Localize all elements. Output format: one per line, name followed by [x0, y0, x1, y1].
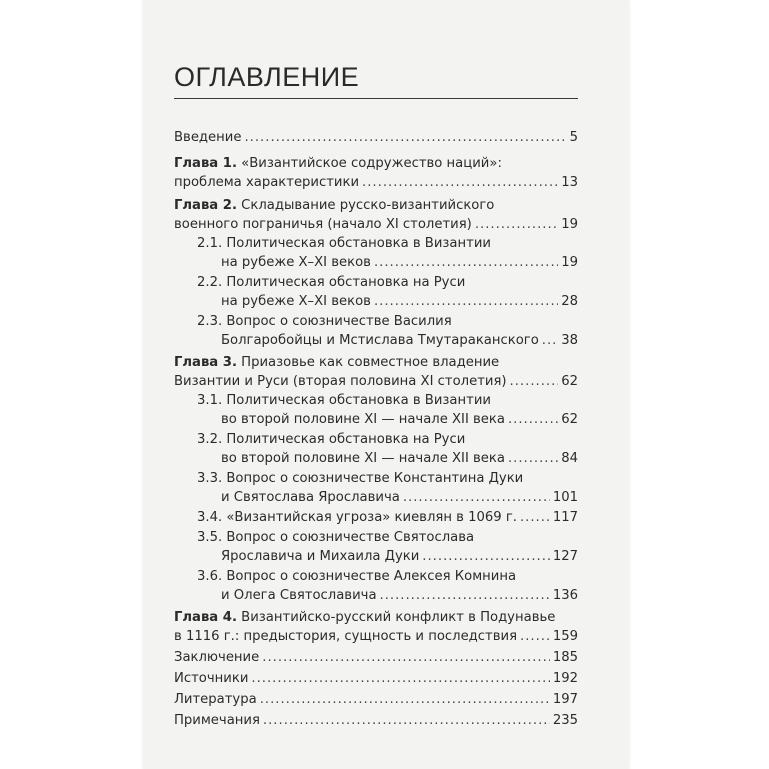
toc-entry-section-3-3[interactable] [197, 469, 578, 488]
leader-dots [244, 128, 566, 147]
toc-entry-section-3-5-cont[interactable] [221, 547, 578, 566]
toc-entry-section-2-3[interactable] [197, 312, 578, 331]
toc-entry-section-3-5[interactable] [197, 528, 578, 547]
toc-page-number: 197 [552, 692, 578, 707]
toc-entry-title: на рубеже X–XI веков [221, 255, 371, 270]
chapter-label: Глава 1. [174, 156, 237, 171]
toc-entry-section-3-2[interactable] [197, 430, 578, 449]
toc-entry-section-3-2-cont[interactable] [221, 449, 578, 468]
toc-entry-chapter-3[interactable] [174, 353, 578, 372]
toc-entry-chapter-4-cont[interactable] [174, 627, 578, 646]
toc-entry-title: Заключение [174, 650, 260, 665]
leader-dots [520, 627, 550, 646]
toc-entry-title: 3.6. Вопрос о союзничестве Алексея Комнина [197, 569, 517, 584]
chapter-label: Глава 2. [174, 198, 237, 213]
toc-entry-title: в 1116 г.: предыстория, сущность и последствия [174, 629, 518, 644]
toc-entry-section-2-2-cont[interactable] [221, 292, 578, 311]
toc-entry-title: Болгаробойцы и Мстислава Тмутараканского [221, 333, 539, 348]
toc-page-number: 192 [552, 671, 578, 686]
toc-entry-section-3-4[interactable] [197, 508, 578, 527]
toc-page-number: 28 [561, 294, 578, 309]
leader-dots [510, 372, 559, 391]
toc-entry-title: Введение [174, 130, 242, 145]
toc-entry-title: на рубеже X–XI веков [221, 294, 371, 309]
toc-page-number: 5 [569, 130, 578, 145]
toc-page-number: 62 [561, 374, 578, 389]
toc-entry-intro[interactable] [174, 128, 578, 147]
toc-entry-chapter-3-cont[interactable] [174, 372, 578, 391]
toc-entry-section-2-2[interactable] [197, 273, 578, 292]
toc-page-number: 13 [561, 175, 578, 190]
leader-dots [422, 547, 550, 566]
toc-entry-chapter-1[interactable] [174, 154, 578, 173]
toc-page-number: 19 [561, 255, 578, 270]
leader-dots [260, 690, 550, 709]
toc-entry-chapter-2-cont[interactable] [174, 215, 578, 234]
toc-entry-title: 3.4. «Византийская угроза» киевлян в 1069 г. [197, 510, 517, 525]
leader-dots [380, 586, 550, 605]
leader-dots [520, 508, 550, 527]
leader-dots [263, 711, 550, 730]
toc-entry-title: Примечания [174, 713, 260, 728]
leader-dots [374, 292, 558, 311]
toc-entry-literature[interactable] [174, 690, 578, 709]
toc-page-number: 84 [561, 451, 578, 466]
toc-entry-title: и Святослава Ярославича [221, 490, 400, 505]
toc-entry-sources[interactable] [174, 669, 578, 688]
toc-entry-title: 3.5. Вопрос о союзничестве Святослава [197, 530, 475, 545]
toc-entry-section-2-3-cont[interactable] [221, 331, 578, 350]
leader-dots [542, 331, 558, 350]
toc-page-number: 159 [552, 629, 578, 644]
toc-entry-title: 3.3. Вопрос о союзничестве Константина Дуки [197, 471, 524, 486]
toc-entry-chapter-4[interactable] [174, 608, 578, 627]
toc-entry-title: 3.2. Политическая обстановка на Руси [197, 432, 466, 447]
leader-dots [403, 488, 550, 507]
toc-page-number: 117 [552, 510, 578, 525]
leader-dots [508, 410, 558, 429]
toc-entry-section-3-1-cont[interactable] [221, 410, 578, 429]
toc-entry-title: и Олега Святославича [221, 588, 377, 603]
toc-page-number: 19 [561, 217, 578, 232]
toc-entry-section-3-3-cont[interactable] [221, 488, 578, 507]
toc-page-number: 185 [552, 650, 578, 665]
toc-entry-chapter-2[interactable] [174, 196, 578, 215]
toc-entry-section-2-1[interactable] [197, 234, 578, 253]
toc-page-number: 127 [552, 549, 578, 564]
toc-entry-conclusion[interactable] [174, 648, 578, 667]
toc-entry-title: «Византийское содружество наций»: [236, 156, 502, 171]
leader-dots [251, 669, 549, 688]
toc-entry-title: проблема характеристики [174, 175, 360, 190]
leader-dots [362, 173, 558, 192]
toc-entry-title: 2.3. Вопрос о союзничестве Василия [197, 314, 452, 329]
toc-entry-section-2-1-cont[interactable] [221, 253, 578, 272]
toc-entry-title: 2.2. Политическая обстановка на Руси [197, 275, 466, 290]
toc-page-number: 101 [552, 490, 578, 505]
leader-dots [262, 648, 550, 667]
toc-entry-section-3-1[interactable] [197, 391, 578, 410]
chapter-label: Глава 3. [174, 355, 237, 370]
chapter-label: Глава 4. [174, 610, 237, 625]
leader-dots [374, 253, 558, 272]
toc-entry-title: 2.1. Политическая обстановка в Византии [197, 236, 491, 251]
toc-entry-title: Складывание русско-византийского [236, 198, 495, 213]
leader-dots [508, 449, 558, 468]
toc-page-number: 136 [552, 588, 578, 603]
toc-entry-notes[interactable] [174, 711, 578, 730]
toc-entry-title: Источники [174, 671, 249, 686]
toc-entry-title: Литература [174, 692, 257, 707]
toc-entry-chapter-1-cont[interactable] [174, 173, 578, 192]
toc-entry-title: Византии и Руси (вторая половина XI столетия) [174, 374, 507, 389]
page-title: ОГЛАВЛЕНИЕ [174, 62, 360, 92]
toc-entry-section-3-6-cont[interactable] [221, 586, 578, 605]
toc-entry-title: военного пограничья (начало XI столетия) [174, 217, 472, 232]
toc-entry-title: Приазовье как совместное владение [236, 355, 500, 370]
toc-page-number: 62 [561, 412, 578, 427]
toc-entry-title: 3.1. Политическая обстановка в Византии [197, 393, 491, 408]
toc-entry-title: во второй половине XI — начале XII века [221, 451, 505, 466]
toc-page-number: 235 [552, 713, 578, 728]
toc-page-number: 38 [561, 333, 578, 348]
toc-entry-title: Византийско-русский конфликт в Подунавье [236, 610, 556, 625]
leader-dots [475, 215, 558, 234]
toc-entry-title: во второй половине XI — начале XII века [221, 412, 505, 427]
toc-entry-title: Ярославича и Михаила Дуки [221, 549, 420, 564]
toc-entry-section-3-6[interactable] [197, 567, 578, 586]
